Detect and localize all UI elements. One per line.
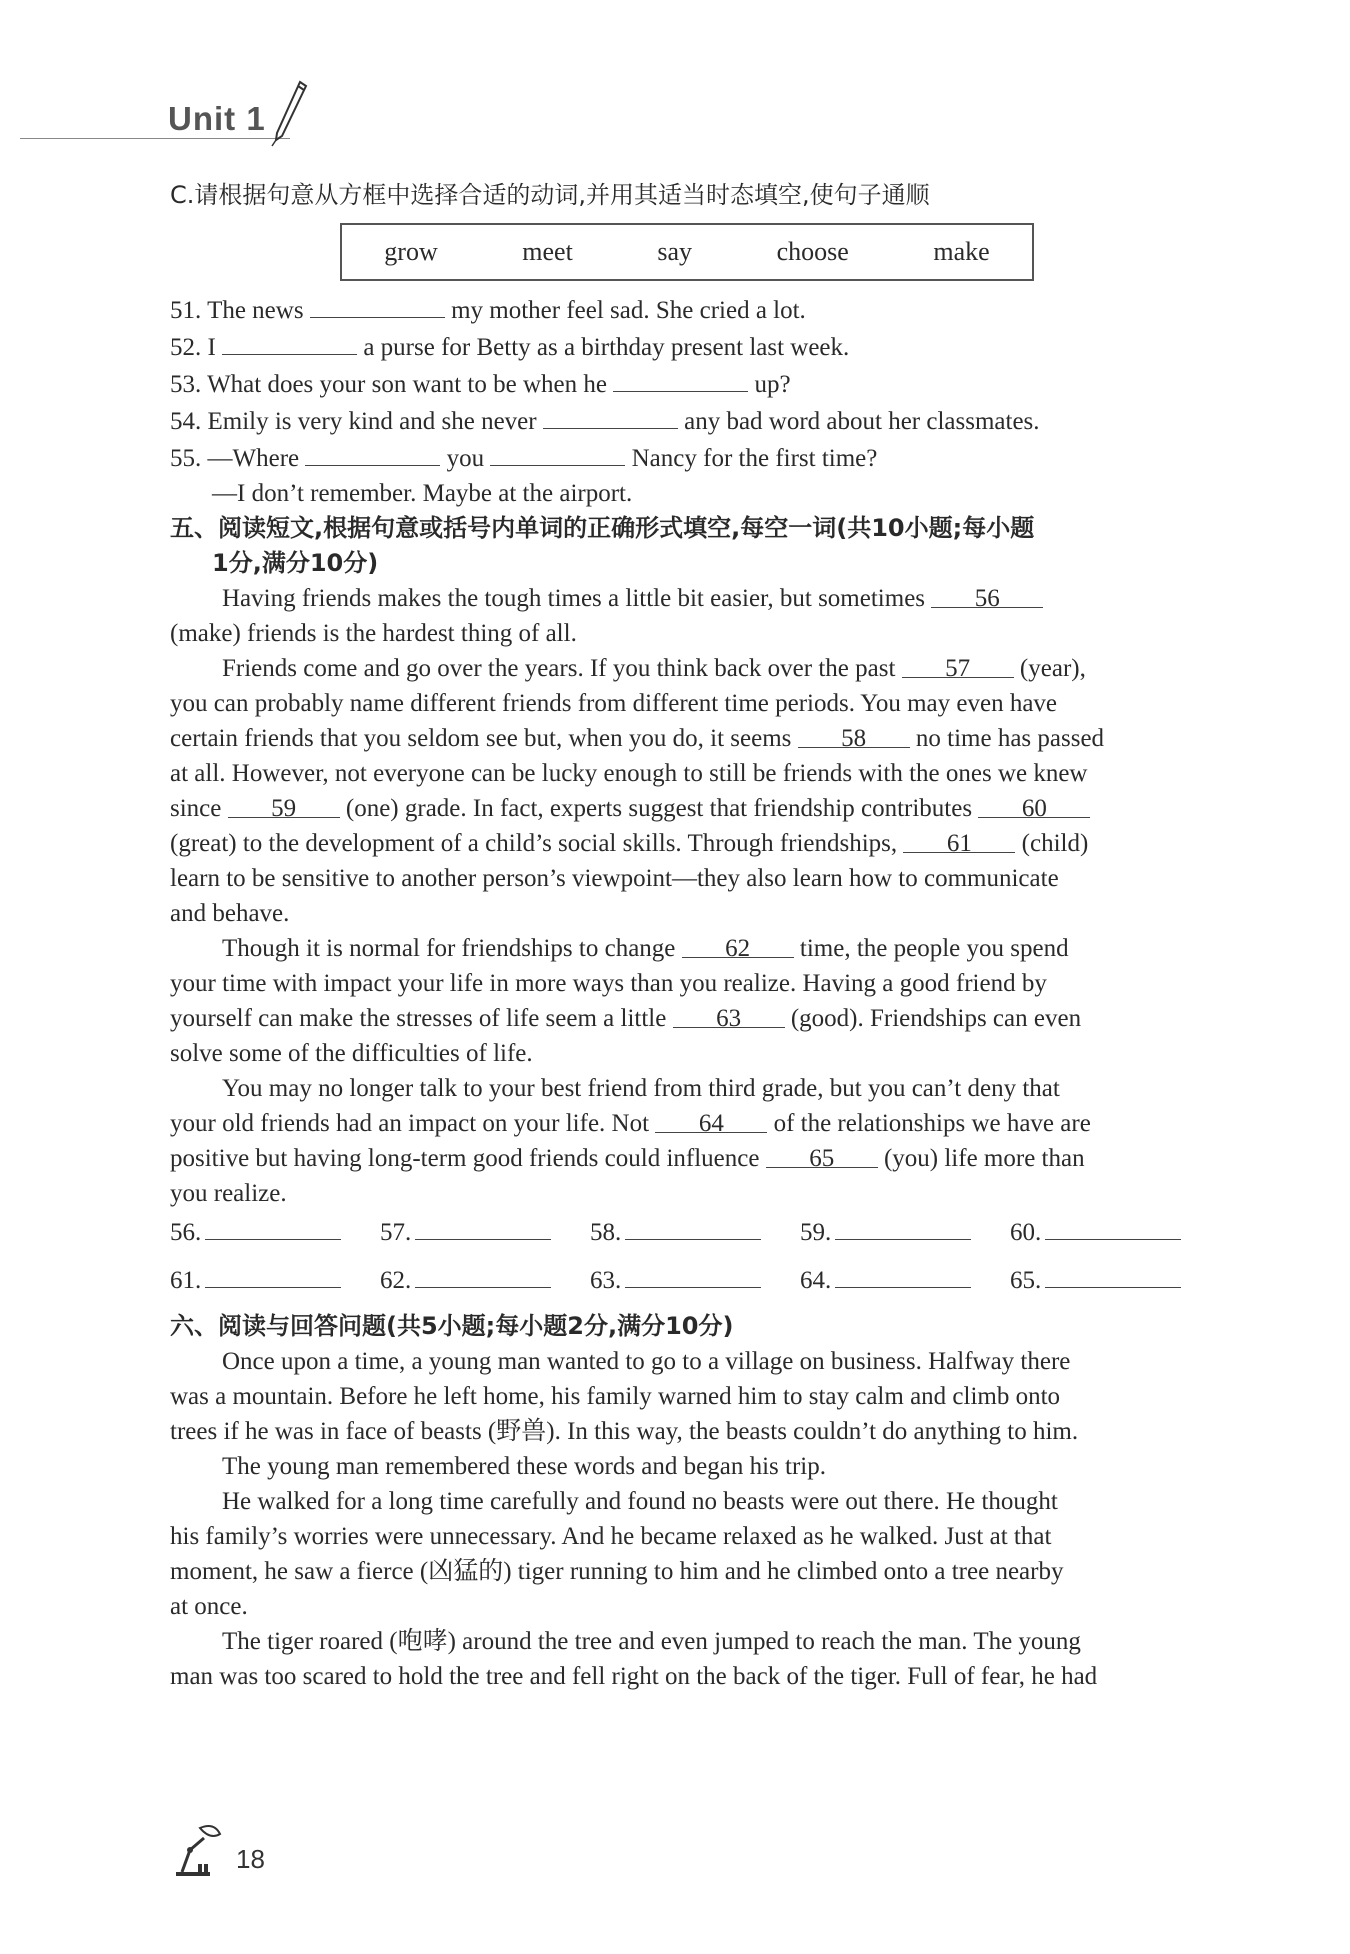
blank-57[interactable]: 57 xyxy=(902,651,1014,678)
section-5-heading: 五、阅读短文,根据句意或括号内单词的正确形式填空,每空一词(共10小题;每小题 xyxy=(170,514,1035,542)
answer-blank-55b[interactable] xyxy=(490,439,625,466)
header-rule xyxy=(20,138,290,139)
answer-blank-51[interactable] xyxy=(310,291,445,318)
question-53: 53. What does your son want to be when he up? xyxy=(170,365,1205,402)
blank-59[interactable]: 59 xyxy=(228,791,340,818)
passage-paragraph-1: Having friends makes the tough times a little bit easier, but sometimes 56 (make) friends is the hardest thing of all. xyxy=(170,581,1205,651)
blank-65[interactable]: 65 xyxy=(766,1141,878,1168)
answer-blank-52[interactable] xyxy=(222,328,357,355)
blank-60[interactable]: 60 xyxy=(978,791,1090,818)
page-number: 18 xyxy=(236,1844,265,1874)
question-52: 52. I a purse for Betty as a birthday present last week. xyxy=(170,328,1205,365)
word-grow: grow xyxy=(384,237,438,266)
word-make: make xyxy=(933,237,990,266)
unit-header xyxy=(20,78,320,148)
answer-blank-54[interactable] xyxy=(543,402,678,429)
word-box xyxy=(340,223,1034,281)
question-54: 54. Emily is very kind and she never any bad word about her classmates. xyxy=(170,402,1205,439)
page-footer xyxy=(170,1820,290,1880)
answer-slot-58[interactable]: 58. xyxy=(590,1213,800,1247)
answer-slot-56[interactable]: 56. xyxy=(170,1213,380,1247)
passage-paragraph-3: Though it is normal for friendships to change 62 time, the people you spend your time with impact your life in more ways than you realize. Having a good friend by yourself can make the stresses of life seem a little 63 (good). Friendships can even solve some of the difficulties of life. xyxy=(170,931,1205,1071)
pen-icon xyxy=(270,78,310,148)
word-meet: meet xyxy=(522,237,573,266)
section-5-heading-cont: 1分,满分10分) xyxy=(212,549,379,577)
blank-63[interactable]: 63 xyxy=(673,1001,785,1028)
blank-64[interactable]: 64 xyxy=(655,1106,767,1133)
section-6-heading: 六、阅读与回答问题(共5小题;每小题2分,满分10分) xyxy=(170,1312,734,1340)
reading-passage: Once upon a time, a young man wanted to go to a village on business. Halfway there was a mountain. Before he left home, his family warned him to stay calm and climb onto trees if he was in face of beasts (野兽). In this way, the beasts couldn’t do anything to him. The young man remembered these words and began his trip. He walked for a long time carefully and found no beasts were out there. He thought his family’s worries were unnecessary. And he became relaxed as he walked. Just at that moment, he saw a fierce (凶猛的) tiger running to him and he climbed onto a tree nearby at once. The tiger roared (咆哮) around the tree and even jumped to reach the man. The young man was too scared to hold the tree and fell right on the back of the tiger. Full of fear, he had xyxy=(170,1348,1098,1690)
answer-slot-59[interactable]: 59. xyxy=(800,1213,1010,1247)
answer-slot-64[interactable]: 64. xyxy=(800,1261,1010,1295)
answer-slot-62[interactable]: 62. xyxy=(380,1261,590,1295)
answer-grid xyxy=(170,1213,1205,1295)
unit-title: Unit 1 xyxy=(168,100,266,137)
blank-56[interactable]: 56 xyxy=(931,581,1043,608)
question-55: 55. —Where you Nancy for the first time? xyxy=(170,439,1205,476)
blank-58[interactable]: 58 xyxy=(798,721,910,748)
page-content xyxy=(170,178,1205,1694)
desk-lamp-icon xyxy=(170,1820,230,1880)
blank-61[interactable]: 61 xyxy=(903,826,1015,853)
passage-paragraph-4: You may no longer talk to your best friend from third grade, but you can’t deny that your old friends had an impact on your life. Not 64 of the relationships we have are positive but having long-term good friends could influence 65 (you) life more than you realize. xyxy=(170,1075,1091,1207)
answer-slot-65[interactable]: 65. xyxy=(1010,1261,1220,1295)
answer-blank-55a[interactable] xyxy=(305,439,440,466)
word-say: say xyxy=(657,237,693,266)
section-c-title: C.请根据句意从方框中选择合适的动词,并用其适当时态填空,使句子通顺 xyxy=(170,181,930,209)
answer-blank-53[interactable] xyxy=(613,365,748,392)
answer-slot-63[interactable]: 63. xyxy=(590,1261,800,1295)
question-55-reply: —I don’t remember. Maybe at the airport. xyxy=(212,480,633,507)
answer-slot-60[interactable]: 60. xyxy=(1010,1213,1220,1247)
passage-paragraph-2: Friends come and go over the years. If you think back over the past 57 (year), you can probably name different friends from different time periods. You may even have certain friends that you seldom see but, when you do, it seems 58 no time has passed at all. However, not everyone can be lucky enough to still be friends with the ones we knew since 59 (one) grade. In fact, experts suggest that friendship contributes 60 (great) to the development of a child’s social skills. Through friendships, 61 (child) learn to be sensitive to another person’s viewpoint—they also learn how to communicate and behave. xyxy=(170,651,1205,931)
answer-slot-61[interactable]: 61. xyxy=(170,1261,380,1295)
answer-slot-57[interactable]: 57. xyxy=(380,1213,590,1247)
question-51: 51. The news my mother feel sad. She cried a lot. xyxy=(170,291,1205,328)
blank-62[interactable]: 62 xyxy=(682,931,794,958)
word-choose: choose xyxy=(776,237,849,266)
